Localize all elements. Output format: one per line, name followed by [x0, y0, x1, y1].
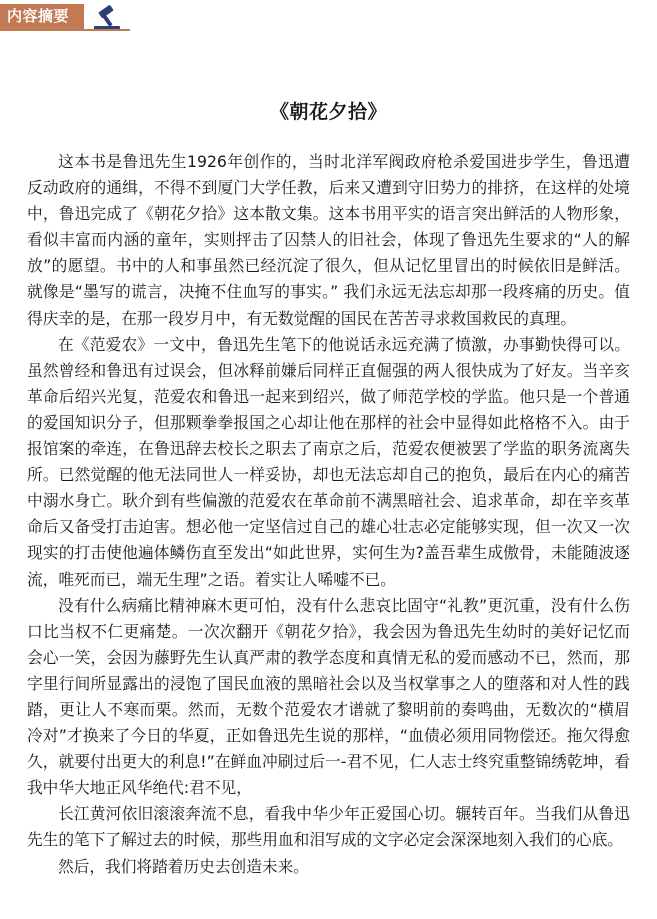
section-header — [0, 0, 657, 34]
paragraph: 然后，我们将踏着历史去创造未来。 — [58, 856, 309, 876]
article-title: 《朝花夕拾》 — [269, 101, 387, 123]
header-underline — [0, 29, 130, 31]
paragraph: 长江黄河依旧滚滚奔流不息，看我中华少年正爱国心切。辗转百年。当我们从鲁迅先生的笔下了解过去的时候，那些用血和泪写成的文字必定会深深地刻入我们的心底。 — [27, 804, 630, 850]
article-body — [27, 149, 630, 880]
paragraph: 在《范爱农》一文中，鲁迅先生笔下的他说话永远充满了愤激，办事勤快得可以。虽然曾经和鲁迅有过误会，但冰释前嫌后同样正直倔强的两人很快成为了好友。当辛亥革命后绍兴光复，范爱农和鲁迅一起来到绍兴，做了师范学校的学监。他只是一个普通的爱国知识分子，但那颗拳拳报国之心却让他在那样的社会中显得如此格格不入。由于报馆案的牵连，在鲁迅辞去校长之职去了南京之后，范爱农便被罢了学监的职务流离失所。已然觉醒的他无法同世人一样妥协，却也无法忘却自己的抱负，最后在内心的痛苦中溺水身亡。耿介到有些偏激的范爱农在革命前不满黑暗社会、追求革命，却在辛亥革命后又备受打击迫害。想必他一定坚信过自己的雄心壮志必定能够实现，但一次又一次现实的打击使他遍体鳞伤直至发出“如此世界，实何生为?盖吾辈生成傲骨，未能随波逐流，唯死而已，端无生理”之语。着实让人唏嘘不已。 — [27, 334, 630, 589]
gavel-icon — [90, 2, 126, 32]
paragraph: 没有什么病痛比精神麻木更可怕，没有什么悲哀比固守“礼教”更沉重，没有什么伤口比当权不仁更痛楚。一次次翻开《朝花夕拾》，我会因为鲁迅先生幼时的美好记忆而会心一笑，会因为藤野先生认真严肃的教学态度和真情无私的爱而感动不已，然而，那字里行间所显露出的浸饱了国民血液的黑暗社会以及当权掌事之人的堕落和对人性的践踏，更让人不寒而栗。然而，无数个范爱农才谱就了黎明前的奏鸣曲，无数次的“横眉冷对”才换来了今日的华夏，正如鲁迅先生说的那样，“血债必须用同物偿还。拖欠得愈久，就要付出更大的利息!”在鲜血冲刷过后一-君不见，仁人志士终究重整锦绣乾坤，看我中华大地正风华绝代:君不见， — [27, 595, 630, 798]
paragraph: 这本书是鲁迅先生1926年创作的，当时北洋军阀政府枪杀爱国进步学生，鲁迅遭反动政府的通缉，不得不到厦门大学任教，后来又遭到守旧势力的排挤，在这样的处境中，鲁迅完成了《朝花夕拾》这本散文集。这本书用平实的语言突出鲜活的人物形象，看似丰富而内涵的童年，实则抨击了囚禁人的旧社会，体现了鲁迅先生要求的“人的解放”的愿望。书中的人和事虽然已经沉淀了很久，但从记忆里冒出的时候依旧是鲜活。就像是“墨写的谎言，决掩不住血写的事实。” 我们永远无法忘却那一段疼痛的历史。值得庆幸的是，在那一段岁月中，有无数觉醒的国民在苦苦寻求救国救民的真理。 — [27, 152, 630, 328]
section-tag: 内容摘要 — [0, 4, 84, 29]
